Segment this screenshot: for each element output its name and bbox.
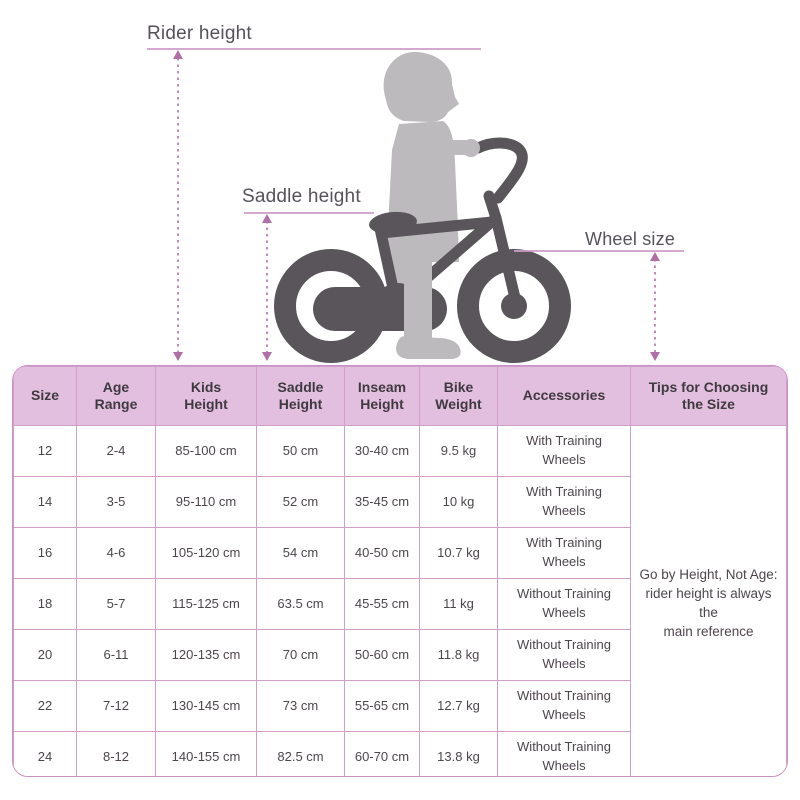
bike-size-table <box>13 366 787 777</box>
cell-saddle-height: 63.5 cm <box>257 579 345 630</box>
cell-kids-height: 95-110 cm <box>156 477 257 528</box>
cell-saddle-height: 82.5 cm <box>257 732 345 778</box>
header-saddle-height: Saddle Height <box>257 367 345 426</box>
tips-line: main reference <box>663 623 754 639</box>
cell-inseam-height: 60-70 cm <box>345 732 420 778</box>
cell-accessories: Without Training Wheels <box>498 579 631 630</box>
header-bike-weight: Bike Weight <box>420 367 498 426</box>
cell-kids-height: 105-120 cm <box>156 528 257 579</box>
tips-cell <box>631 426 787 778</box>
cell-saddle-height: 73 cm <box>257 681 345 732</box>
size-table-container <box>12 365 788 777</box>
cell-saddle-height: 70 cm <box>257 630 345 681</box>
cell-accessories: With Training Wheels <box>498 426 631 477</box>
arrow-down-icon <box>173 352 183 361</box>
cell-bike-weight: 13.8 kg <box>420 732 498 778</box>
cell-size: 22 <box>14 681 77 732</box>
tips-line: rider height is always the <box>645 586 772 620</box>
cell-bike-weight: 11.8 kg <box>420 630 498 681</box>
cell-age-range: 7-12 <box>77 681 156 732</box>
cell-bike-weight: 9.5 kg <box>420 426 498 477</box>
cell-age-range: 5-7 <box>77 579 156 630</box>
cell-kids-height: 85-100 cm <box>156 426 257 477</box>
cell-age-range: 2-4 <box>77 426 156 477</box>
tips-line: Go by Height, Not Age: <box>639 567 778 583</box>
cell-inseam-height: 30-40 cm <box>345 426 420 477</box>
header-inseam-height: Inseam Height <box>345 367 420 426</box>
cell-size: 16 <box>14 528 77 579</box>
arrow-up-icon <box>650 252 660 261</box>
cell-kids-height: 130-145 cm <box>156 681 257 732</box>
header-age-range: Age Range <box>77 367 156 426</box>
cell-bike-weight: 10.7 kg <box>420 528 498 579</box>
cell-accessories: Without Training Wheels <box>498 630 631 681</box>
saddle-height-label: Saddle height <box>242 186 361 207</box>
cell-size: 20 <box>14 630 77 681</box>
arrow-down-icon <box>262 352 272 361</box>
kid-hand <box>462 139 480 157</box>
cell-kids-height: 140-155 cm <box>156 732 257 778</box>
cell-bike-weight: 10 kg <box>420 477 498 528</box>
cell-kids-height: 115-125 cm <box>156 579 257 630</box>
header-tips: Tips for Choosing the Size <box>631 367 787 426</box>
cell-age-range: 3-5 <box>77 477 156 528</box>
cell-accessories: With Training Wheels <box>498 528 631 579</box>
rider-height-label: Rider height <box>147 23 252 44</box>
cell-saddle-height: 50 cm <box>257 426 345 477</box>
kid-and-bike-illustration <box>0 0 800 365</box>
cell-age-range: 8-12 <box>77 732 156 778</box>
cell-saddle-height: 52 cm <box>257 477 345 528</box>
arrow-up-icon <box>173 50 183 59</box>
arrow-down-icon <box>650 352 660 361</box>
cell-accessories: With Training Wheels <box>498 477 631 528</box>
cell-size: 12 <box>14 426 77 477</box>
cell-size: 24 <box>14 732 77 778</box>
header-kids-height: Kids Height <box>156 367 257 426</box>
cell-saddle-height: 54 cm <box>257 528 345 579</box>
cell-size: 18 <box>14 579 77 630</box>
table-header-row <box>14 367 787 426</box>
cell-accessories: Without Training Wheels <box>498 681 631 732</box>
cell-size: 14 <box>14 477 77 528</box>
cell-inseam-height: 55-65 cm <box>345 681 420 732</box>
cell-accessories: Without Training Wheels <box>498 732 631 778</box>
arrow-up-icon <box>262 214 272 223</box>
header-size: Size <box>14 367 77 426</box>
wheel-size-label: Wheel size <box>585 229 676 249</box>
cell-age-range: 6-11 <box>77 630 156 681</box>
cell-inseam-height: 35-45 cm <box>345 477 420 528</box>
cell-bike-weight: 11 kg <box>420 579 498 630</box>
table-row <box>14 426 787 477</box>
cell-inseam-height: 50-60 cm <box>345 630 420 681</box>
cell-bike-weight: 12.7 kg <box>420 681 498 732</box>
cell-inseam-height: 40-50 cm <box>345 528 420 579</box>
cell-age-range: 4-6 <box>77 528 156 579</box>
header-accessories: Accessories <box>498 367 631 426</box>
cell-inseam-height: 45-55 cm <box>345 579 420 630</box>
bike-illustration-area <box>0 0 800 365</box>
cell-kids-height: 120-135 cm <box>156 630 257 681</box>
